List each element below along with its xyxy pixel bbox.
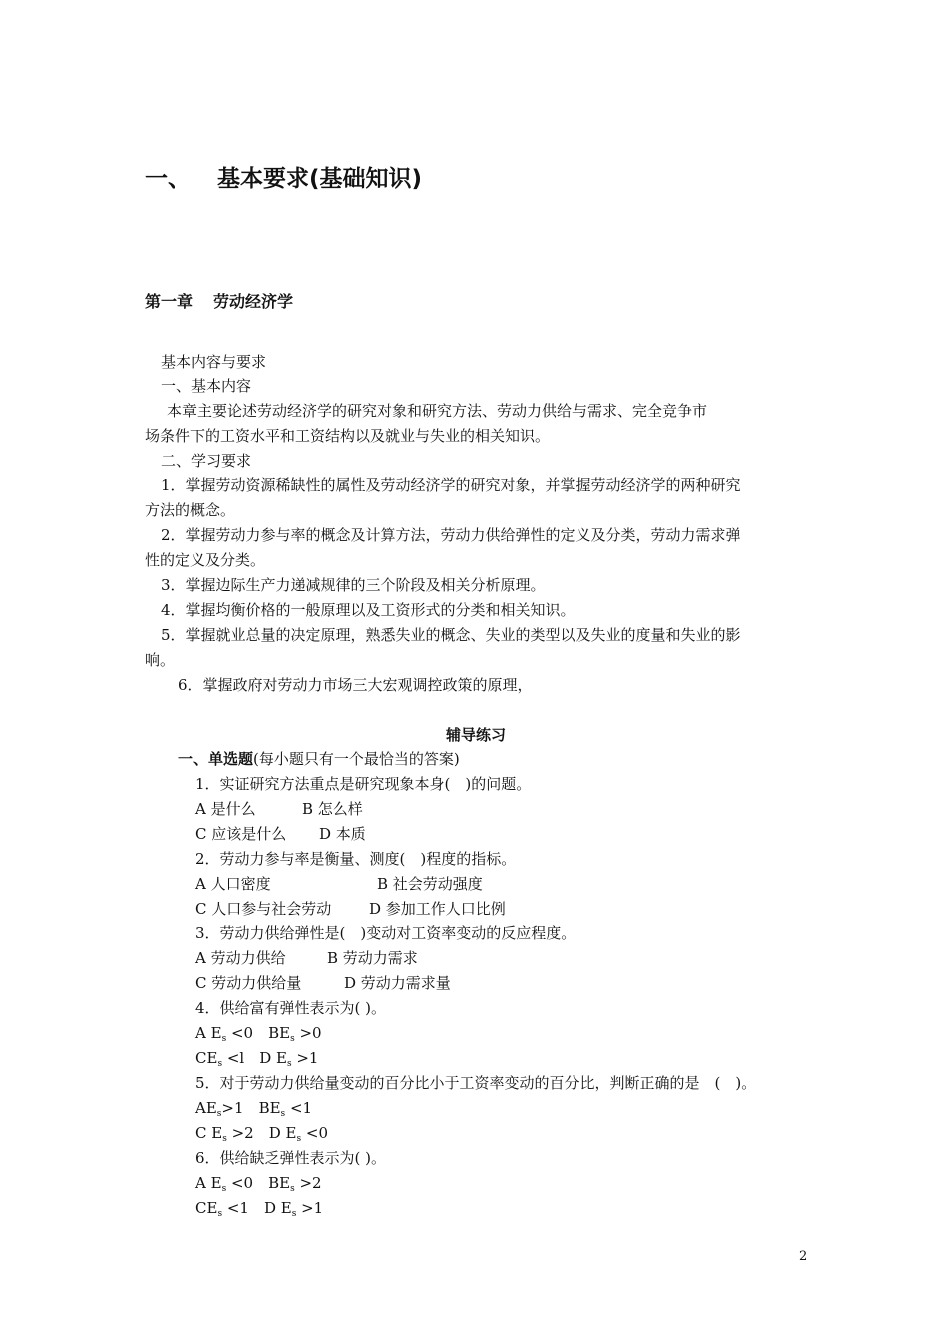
question-4: 4．供给富有弹性表示为( )。 bbox=[195, 999, 387, 1017]
subscript-s: s bbox=[221, 1184, 227, 1194]
subscript-s: s bbox=[217, 1059, 223, 1069]
q5-option-a-value: >1 bbox=[221, 1099, 244, 1117]
q4-options-cd bbox=[195, 1047, 318, 1068]
q2-option-d: D 参加工作人口比例 bbox=[369, 900, 506, 918]
option-separator bbox=[244, 1099, 259, 1117]
requirement-2-line-2: 性的定义及分类。 bbox=[145, 551, 266, 569]
subscript-s: s bbox=[296, 1134, 302, 1144]
q6-option-d-value: >1 bbox=[296, 1199, 324, 1217]
q2-option-a: A 人口密度 bbox=[195, 875, 271, 893]
option-separator bbox=[249, 1199, 264, 1217]
exercise-section-label: 一、单选题 bbox=[178, 750, 254, 768]
q5-option-a-label: AE bbox=[195, 1099, 217, 1117]
q6-option-a-label: A E bbox=[195, 1174, 222, 1192]
chapter-heading bbox=[145, 289, 293, 312]
q6-option-c-label: CE bbox=[195, 1199, 218, 1217]
q4-option-c-value: <l bbox=[222, 1049, 245, 1067]
requirement-6: 6．掌握政府对劳动力市场三大宏观调控政策的原理， bbox=[178, 676, 533, 694]
requirement-4: 4．掌握均衡价格的一般原理以及工资形式的分类和相关知识。 bbox=[161, 601, 576, 619]
basic-content-line-2: 场条件下的工资水平和工资结构以及就业与失业的相关知识。 bbox=[145, 427, 551, 445]
section-number: 一、 bbox=[145, 166, 191, 192]
q3-option-b: B 劳动力需求 bbox=[327, 949, 418, 967]
option-separator bbox=[254, 1124, 269, 1142]
requirement-5-line-1: 5．掌握就业总量的决定原理，熟悉失业的概念、失业的类型以及失业的度量和失业的影 bbox=[161, 626, 741, 644]
q5-option-b-value: <1 bbox=[285, 1099, 313, 1117]
q4-option-a-label: A E bbox=[195, 1024, 222, 1042]
subscript-s: s bbox=[291, 1209, 297, 1219]
chapter-title: 劳动经济学 bbox=[213, 292, 294, 311]
q5-option-d-value: <0 bbox=[301, 1124, 328, 1142]
q5-option-c-value: >2 bbox=[226, 1124, 254, 1142]
q1-option-d: D 本质 bbox=[319, 825, 366, 843]
exercises-title: 辅导练习 bbox=[446, 726, 507, 744]
q6-options-cd bbox=[195, 1197, 323, 1218]
q4-option-d-label: D E bbox=[259, 1049, 287, 1067]
section-heading bbox=[145, 160, 422, 193]
basic-content-line-1: 本章主要论述劳动经济学的研究对象和研究方法、劳动力供给与需求、完全竞争市 bbox=[167, 402, 708, 420]
option-separator bbox=[244, 1049, 259, 1067]
question-1: 1．实证研究方法重点是研究现象本身( )的问题。 bbox=[195, 775, 532, 793]
q2-option-c: C 人口参与社会劳动 bbox=[195, 900, 332, 918]
chapter-number: 第一章 bbox=[145, 292, 194, 311]
question-6: 6．供给缺乏弹性表示为( )。 bbox=[195, 1149, 387, 1167]
subscript-s: s bbox=[217, 1209, 223, 1219]
q6-option-c-value: <1 bbox=[222, 1199, 249, 1217]
q3-option-a: A 劳动力供给 bbox=[195, 949, 286, 967]
subscript-s: s bbox=[221, 1034, 227, 1044]
subscript-s: s bbox=[290, 1184, 295, 1194]
q3-option-d: D 劳动力需求量 bbox=[344, 974, 451, 992]
q5-option-d-label: D E bbox=[268, 1124, 297, 1142]
subscript-s: s bbox=[222, 1134, 227, 1144]
q3-option-c: C 劳动力供给量 bbox=[195, 974, 302, 992]
q6-options-ab bbox=[195, 1172, 322, 1193]
q4-option-d-value: >1 bbox=[291, 1049, 319, 1067]
requirement-1-line-2: 方法的概念。 bbox=[145, 501, 236, 519]
q5-option-b-label: BE bbox=[258, 1099, 281, 1117]
requirement-1-line-1: 1．掌握劳动资源稀缺性的属性及劳动经济学的研究对象，并掌握劳动经济学的两种研究 bbox=[161, 476, 741, 494]
q1-option-b: B 怎么样 bbox=[302, 800, 363, 818]
basic-content-heading: 一、基本内容 bbox=[161, 377, 252, 395]
question-5: 5．对于劳动力供给量变动的百分比小于工资率变动的百分比，判断正确的是 ( )。 bbox=[195, 1074, 757, 1092]
requirement-3: 3．掌握边际生产力递减规律的三个阶段及相关分析原理。 bbox=[161, 576, 546, 594]
subscript-s: s bbox=[286, 1059, 292, 1069]
content-section-title: 基本内容与要求 bbox=[161, 353, 267, 371]
subscript-s: s bbox=[290, 1034, 295, 1044]
option-separator bbox=[253, 1174, 268, 1192]
exercise-section-note: (每小题只有一个最恰当的答案) bbox=[253, 750, 460, 768]
q4-option-b-label: BE bbox=[268, 1024, 291, 1042]
q1-option-c: C 应该是什么 bbox=[195, 825, 287, 843]
q5-options-ab bbox=[195, 1097, 312, 1118]
requirement-2-line-1: 2．掌握劳动力参与率的概念及计算方法，劳动力供给弹性的定义及分类，劳动力需求弹 bbox=[161, 526, 741, 544]
q6-option-b-label: BE bbox=[268, 1174, 291, 1192]
subscript-s: s bbox=[280, 1109, 286, 1119]
q6-option-a-value: <0 bbox=[226, 1174, 254, 1192]
q5-options-cd bbox=[195, 1122, 328, 1143]
q1-option-a: A 是什么 bbox=[195, 800, 256, 818]
question-2: 2．劳动力参与率是衡量、测度( )程度的指标。 bbox=[195, 850, 517, 868]
subscript-s: s bbox=[216, 1109, 222, 1119]
q4-option-b-value: >0 bbox=[294, 1024, 322, 1042]
question-3: 3．劳动力供给弹性是( )变动对工资率变动的反应程度。 bbox=[195, 924, 577, 942]
requirement-5-line-2: 响。 bbox=[145, 651, 176, 669]
study-requirements-heading: 二、学习要求 bbox=[161, 452, 252, 470]
q6-option-b-value: >2 bbox=[294, 1174, 322, 1192]
section-title: 基本要求(基础知识) bbox=[217, 166, 423, 192]
exercise-section-heading bbox=[178, 748, 460, 769]
option-separator bbox=[253, 1024, 268, 1042]
q4-options-ab bbox=[195, 1022, 322, 1043]
q6-option-d-label: D E bbox=[263, 1199, 292, 1217]
page-number: 2 bbox=[799, 1249, 808, 1264]
q4-option-a-value: <0 bbox=[226, 1024, 254, 1042]
q5-option-c-label: C E bbox=[195, 1124, 223, 1142]
q4-option-c-label: CE bbox=[195, 1049, 218, 1067]
q2-option-b: B 社会劳动强度 bbox=[377, 875, 483, 893]
